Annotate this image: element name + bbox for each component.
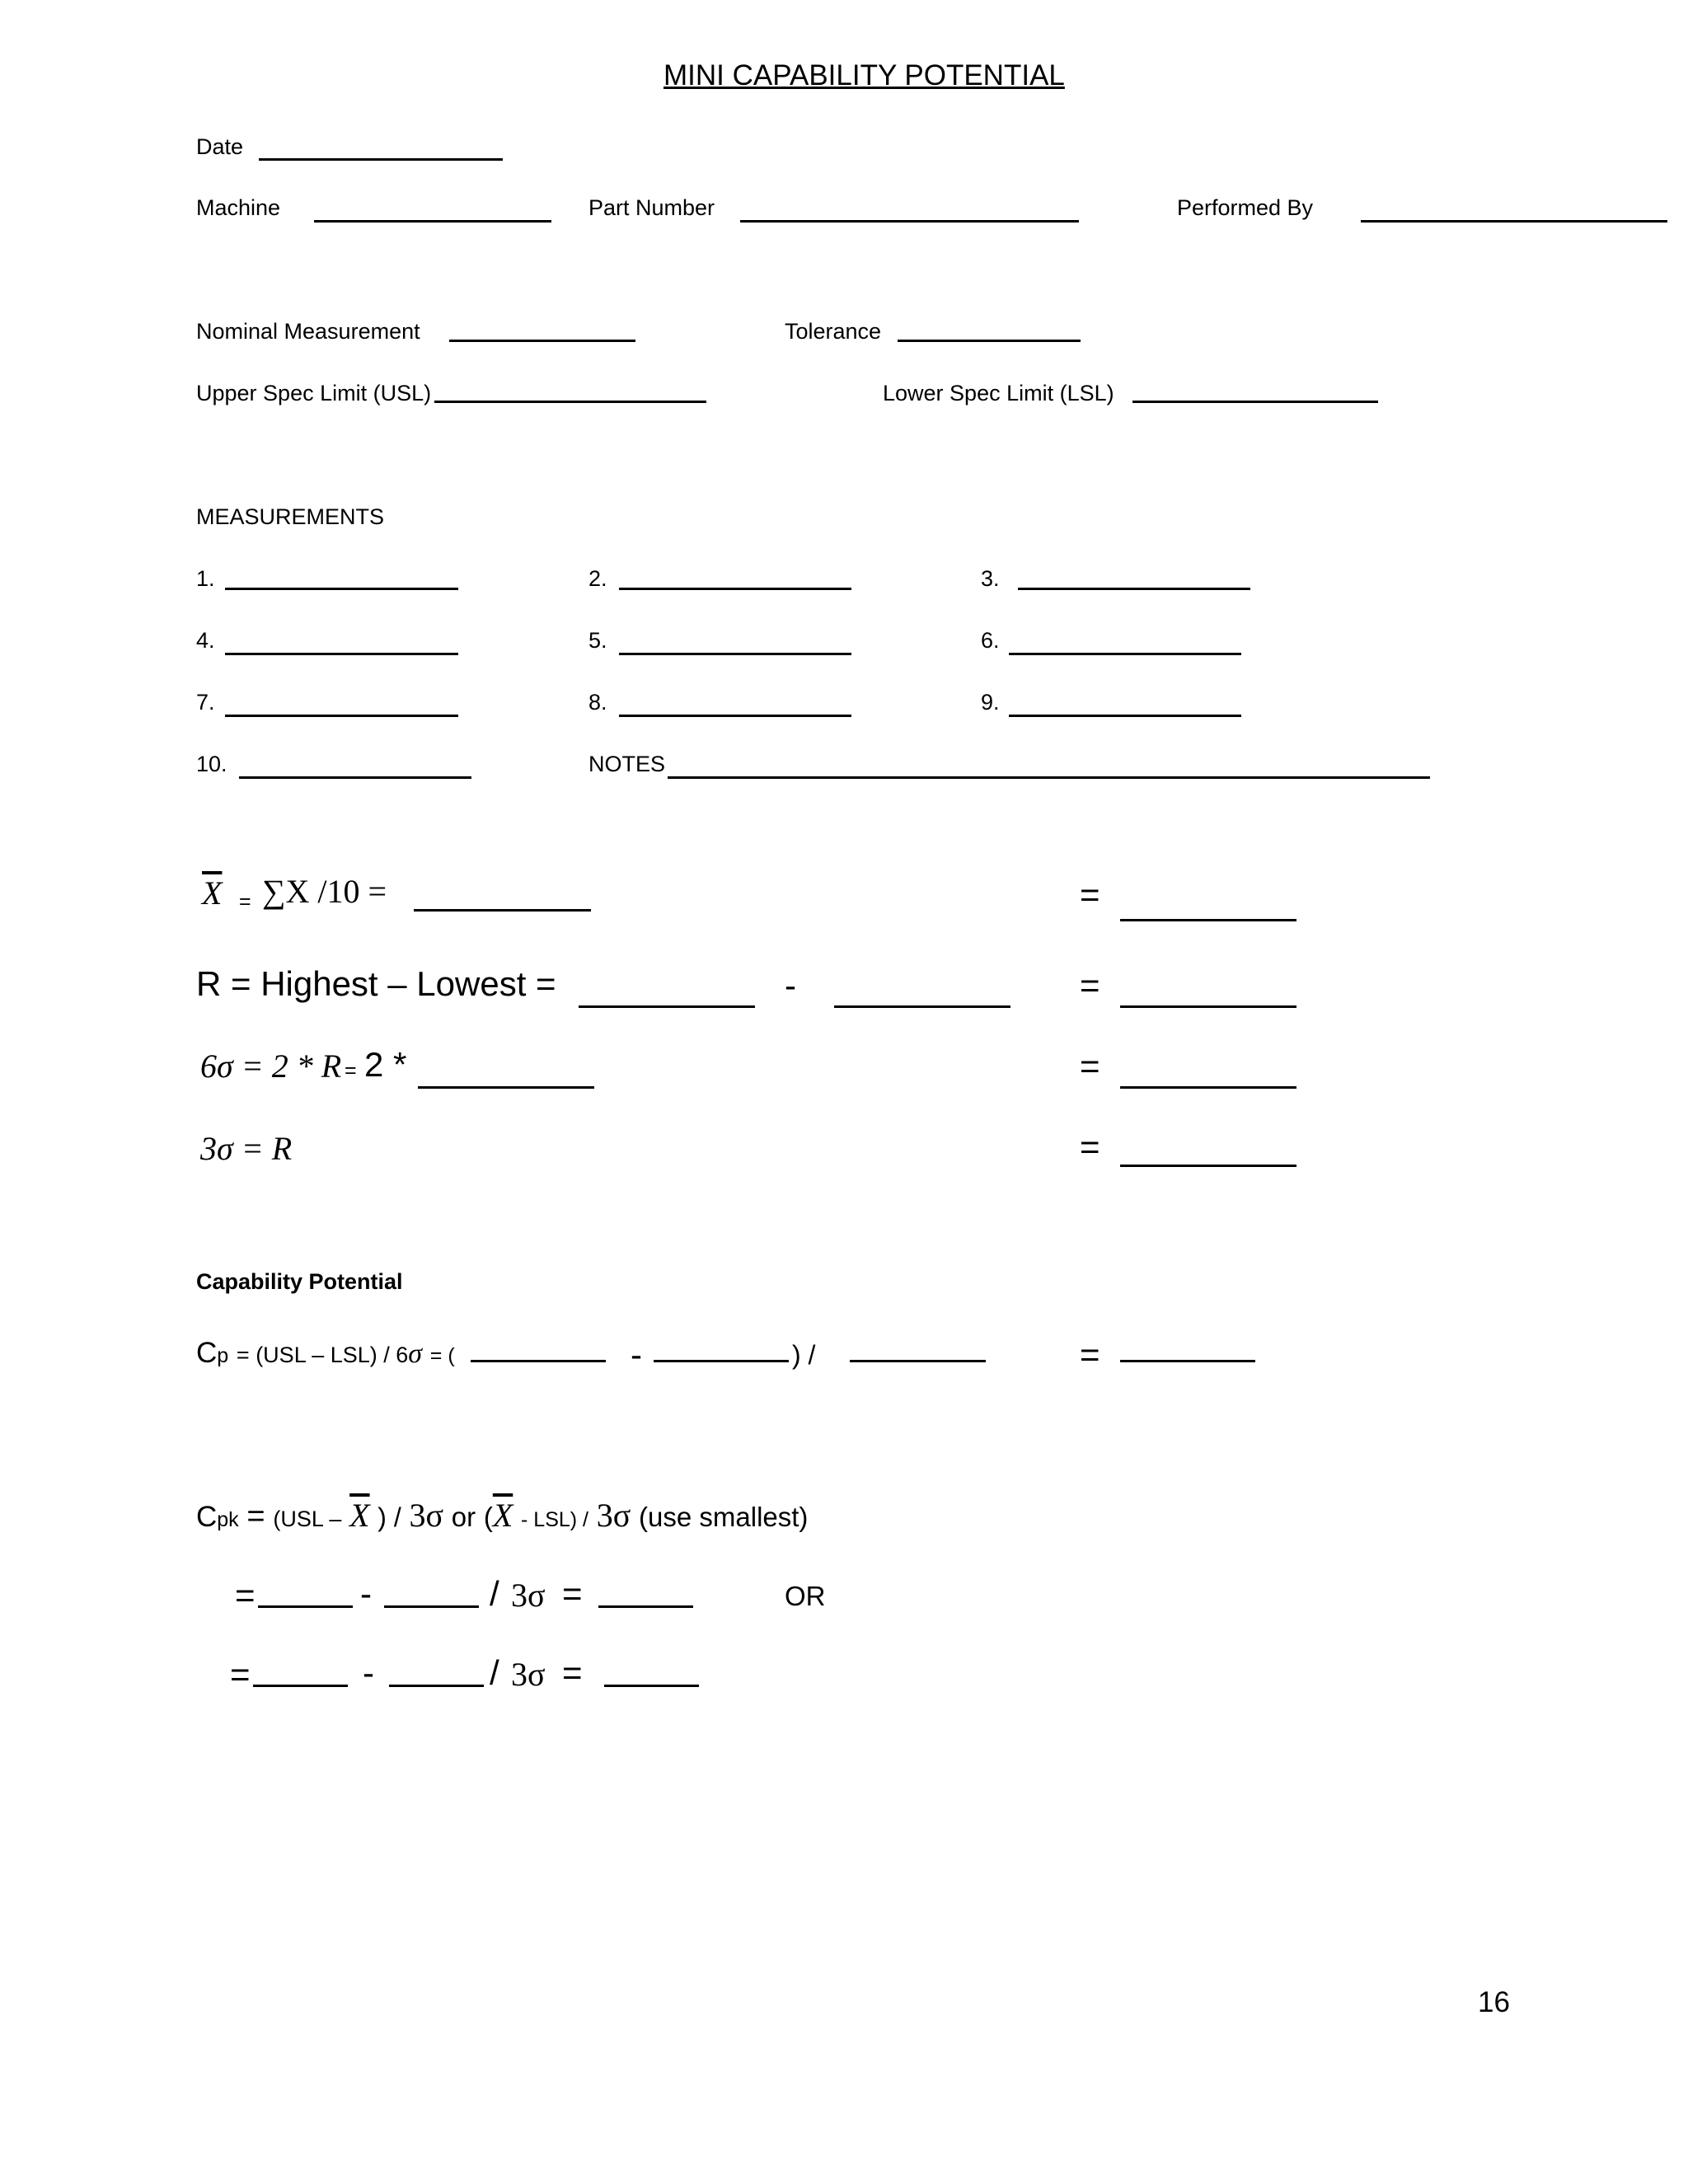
cp-expression	[196, 1337, 455, 1370]
cpk-row1-div: /	[490, 1574, 499, 1613]
measurement-field-5[interactable]	[619, 653, 851, 655]
measurement-label-1: 1.	[196, 566, 215, 591]
measurement-label-10: 10.	[196, 752, 227, 776]
measurement-label-6: 6.	[981, 628, 1000, 653]
cpk-or: or	[451, 1502, 476, 1532]
notes-label: NOTES	[588, 752, 666, 776]
measurement-field-1[interactable]	[225, 588, 458, 590]
cpk-row1-eq: =	[235, 1576, 256, 1615]
cp-usl-field[interactable]	[471, 1360, 606, 1362]
cpk-row1-equals: =	[562, 1574, 583, 1613]
cpk-row2-div: /	[490, 1653, 499, 1692]
xbar-sum-field[interactable]	[414, 909, 591, 912]
measurement-label-3: 3.	[981, 566, 1000, 591]
capability-heading: Capability Potential	[196, 1269, 403, 1294]
cpk-3sigma-2: 3σ	[596, 1497, 631, 1534]
measurement-label-8: 8.	[588, 690, 607, 715]
cpk-row2-equals: =	[562, 1653, 583, 1692]
range-highest-field[interactable]	[579, 1005, 755, 1008]
cp-eq-open: = (	[429, 1344, 455, 1367]
cpk-row2-lsl-field[interactable]	[389, 1685, 484, 1687]
cp-minus: -	[631, 1335, 642, 1374]
part-number-field[interactable]	[740, 220, 1079, 223]
measurement-field-7[interactable]	[225, 715, 458, 717]
xbar-symbol: $\overline{X}$	[202, 874, 223, 912]
three-sigma-expression: 3σ = R	[200, 1130, 293, 1167]
cp-result-equals: =	[1080, 1335, 1100, 1374]
date-label: Date	[196, 134, 244, 159]
cpk-c: C	[196, 1501, 218, 1533]
measurements-heading: MEASUREMENTS	[196, 504, 385, 529]
cp-6sigma-field[interactable]	[850, 1360, 986, 1362]
cpk-usl: (USL –	[273, 1507, 342, 1531]
cpk-row1-3sigma: 3σ	[511, 1577, 546, 1614]
performed-by-label: Performed By	[1177, 195, 1314, 220]
cpk-xbar-2: $\overline{X}$	[492, 1497, 513, 1534]
date-field[interactable]	[259, 158, 503, 161]
measurement-field-2[interactable]	[619, 588, 851, 590]
cpk-row2-minus: -	[363, 1653, 374, 1692]
three-sigma-result-equals: =	[1080, 1127, 1100, 1166]
six-sigma-equals: =	[345, 1059, 357, 1082]
cpk-row1-xbar-field[interactable]	[384, 1605, 479, 1608]
six-sigma-result-field[interactable]	[1120, 1086, 1296, 1089]
xbar-result-field[interactable]	[1120, 919, 1296, 921]
tolerance-label: Tolerance	[785, 319, 882, 344]
page-title: MINI CAPABILITY POTENTIAL	[663, 59, 1065, 91]
cpk-expression	[196, 1496, 808, 1535]
tolerance-field[interactable]	[898, 340, 1081, 342]
cpk-xbar: $\overline{X}$	[349, 1497, 370, 1534]
measurement-field-10[interactable]	[239, 776, 471, 779]
range-lowest-field[interactable]	[834, 1005, 1010, 1008]
page-number: 16	[1478, 1986, 1510, 2018]
cp-subscript: p	[217, 1344, 229, 1367]
cp-formula: = (USL – LSL) / 6	[236, 1343, 409, 1367]
machine-label: Machine	[196, 195, 281, 220]
cpk-use-smallest: (use smallest)	[639, 1502, 809, 1532]
cpk-row2-eq: =	[230, 1655, 251, 1694]
six-sigma-expression: 6σ = 2 * R	[200, 1047, 342, 1085]
cpk-row2-xbar-field[interactable]	[253, 1685, 348, 1687]
measurement-label-5: 5.	[588, 628, 607, 653]
range-minus: -	[785, 966, 796, 1005]
cpk-lsl: - LSL) /	[521, 1508, 588, 1531]
three-sigma-result-field[interactable]	[1120, 1165, 1296, 1167]
lsl-label: Lower Spec Limit (LSL)	[883, 381, 1114, 405]
measurement-field-8[interactable]	[619, 715, 851, 717]
cpk-row2-3sigma: 3σ	[511, 1656, 546, 1693]
part-number-label: Part Number	[588, 195, 715, 220]
xbar-expression: ∑X /10 =	[262, 873, 387, 910]
cpk-row1-result-field[interactable]	[598, 1605, 693, 1608]
cp-c: C	[196, 1337, 218, 1369]
usl-field[interactable]	[434, 401, 706, 403]
cpk-eq: =	[246, 1499, 265, 1534]
notes-field[interactable]	[668, 776, 1430, 779]
cpk-row1-minus: -	[360, 1574, 372, 1613]
nominal-measurement-field[interactable]	[449, 340, 635, 342]
cpk-open: (	[483, 1502, 493, 1532]
measurement-label-4: 4.	[196, 628, 215, 653]
measurement-label-2: 2.	[588, 566, 607, 591]
range-result-field[interactable]	[1120, 1005, 1296, 1008]
cpk-div1: ) /	[377, 1502, 401, 1532]
usl-label: Upper Spec Limit (USL)	[196, 381, 432, 405]
cp-close: ) /	[792, 1340, 816, 1370]
measurement-label-9: 9.	[981, 690, 1000, 715]
performed-by-field[interactable]	[1361, 220, 1667, 223]
measurement-field-9[interactable]	[1009, 715, 1241, 717]
six-sigma-result-equals: =	[1080, 1047, 1100, 1085]
cpk-row1-usl-field[interactable]	[258, 1605, 353, 1608]
nominal-measurement-label: Nominal Measurement	[196, 319, 420, 344]
measurement-field-4[interactable]	[225, 653, 458, 655]
six-sigma-field[interactable]	[418, 1086, 594, 1089]
measurement-field-3[interactable]	[1018, 588, 1250, 590]
measurement-label-7: 7.	[196, 690, 215, 715]
cpk-subscript: pk	[217, 1508, 239, 1531]
cp-sigma: σ	[408, 1338, 423, 1369]
xbar-equals: =	[239, 890, 251, 913]
lsl-field[interactable]	[1132, 401, 1378, 403]
cpk-3sigma-1: 3σ	[409, 1497, 444, 1534]
range-expression: R = Highest – Lowest =	[196, 964, 556, 1003]
cp-result-field[interactable]	[1120, 1360, 1255, 1362]
or-label: OR	[785, 1581, 826, 1611]
machine-field[interactable]	[314, 220, 551, 223]
xbar-result-equals: =	[1080, 875, 1100, 914]
cpk-row2-result-field[interactable]	[604, 1685, 699, 1687]
six-sigma-tail: 2 *	[364, 1045, 407, 1084]
cp-lsl-field[interactable]	[654, 1360, 789, 1362]
range-result-equals: =	[1080, 966, 1100, 1005]
measurement-field-6[interactable]	[1009, 653, 1241, 655]
